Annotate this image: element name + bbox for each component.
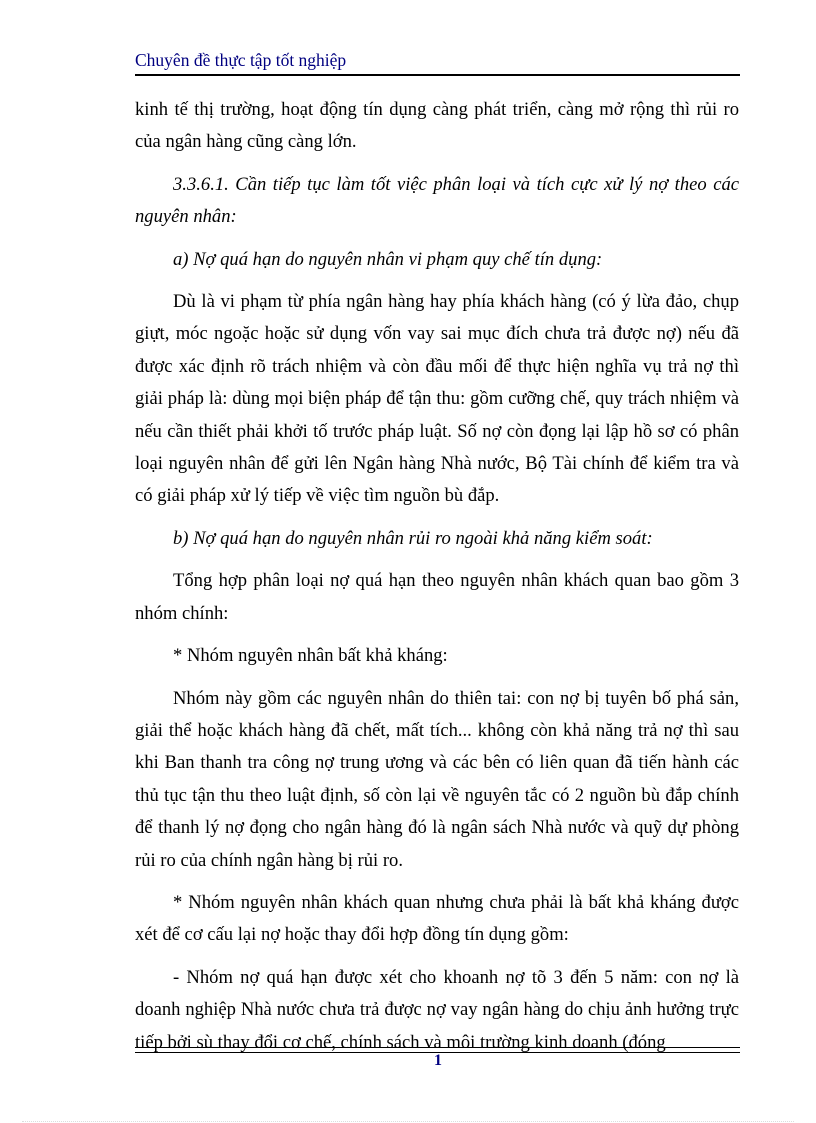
subheading-a: a) Nợ quá hạn do nguyên nhân vi phạm quy chế tín dụng:: [173, 248, 603, 270]
page-edge: [22, 1121, 794, 1122]
paragraph-market-risk: kinh tế thị trường, hoạt động tín dụng càng phát triển, càng mở rộng thì rủi ro của ngân hàng cũng càng lớn.: [135, 99, 739, 153]
bullet-objective-causes: * Nhóm nguyên nhân khách quan nhưng chưa phải là bất khả kháng được xét để cơ cấu lại nợ hoặc thay đổi hợp đồng tín dụng gồm:: [135, 891, 739, 946]
header-title: Chuyên đề thực tập tốt nghiệp: [135, 50, 347, 70]
subheading-b: b) Nợ quá hạn do nguyên nhân rủi ro ngoài khả năng kiểm soát:: [173, 527, 653, 549]
paragraph-force-majeure: Nhóm này gồm các nguyên nhân do thiên tai: con nợ bị tuyên bố phá sản, giải thể hoặc khách hàng đã chết, mất tích... không còn khả năng trả nợ thì sau khi Ban thanh tra công nợ trung ương và các bên có liên quan đã tiến hành các thủ tục tận thu theo luật định, số còn lại về nguyên tắc có 2 nguồn bù đắp chính để thanh lý nợ đọng cho ngân hàng đó là ngân sách Nhà nước và quỹ dự phòng rủi ro của chính ngân hàng bị rủi ro.: [135, 687, 739, 871]
paragraph-summary-groups: Tổng hợp phân loại nợ quá hạn theo nguyên nhân khách quan bao gồm 3 nhóm chính:: [135, 570, 739, 624]
page-number: 1: [434, 1052, 442, 1069]
section-heading-3-3-6-1: 3.3.6.1. Cần tiếp tục làm tốt việc phân loại và tích cực xử lý nợ theo các nguyên nhân:: [135, 173, 739, 228]
document-body: [135, 94, 739, 1069]
paragraph-violation-solution: Dù là vi phạm từ phía ngân hàng hay phía khách hàng (có ý lừa đảo, chụp giựt, móc ngoặc hoặc sử dụng vốn vay sai mục đích chưa trả được nợ) nếu đã được xác định rõ trách nhiệm và còn đầu mối để thực hiện nghĩa vụ trả nợ thì giải pháp là: dùng mọi biện pháp để tận thu: gồm cưỡng chế, quy trách nhiệm và nếu cần thiết phải khởi tố trước pháp luật. Số nợ còn đọng lại lập hồ sơ có phân loại nguyên nhân để gửi lên Ngân hàng Nhà nước, Bộ Tài chính để kiểm tra và có giải pháp xử lý tiếp về việc tìm nguồn bù đắp.: [135, 291, 739, 507]
page-header: [135, 48, 740, 76]
paragraph-debt-freeze-group: - Nhóm nợ quá hạn được xét cho khoanh nợ tõ 3 đến 5 năm: con nợ là doanh nghiệp Nhà nước chưa trả được nợ vay ngân hàng do chịu ảnh hưởng trực tiếp bởi sù thay đổi cơ chế, chính sách và môi trường kinh doanh (đóng: [135, 966, 739, 1053]
bullet-force-majeure: * Nhóm nguyên nhân bất khả kháng:: [173, 645, 448, 667]
